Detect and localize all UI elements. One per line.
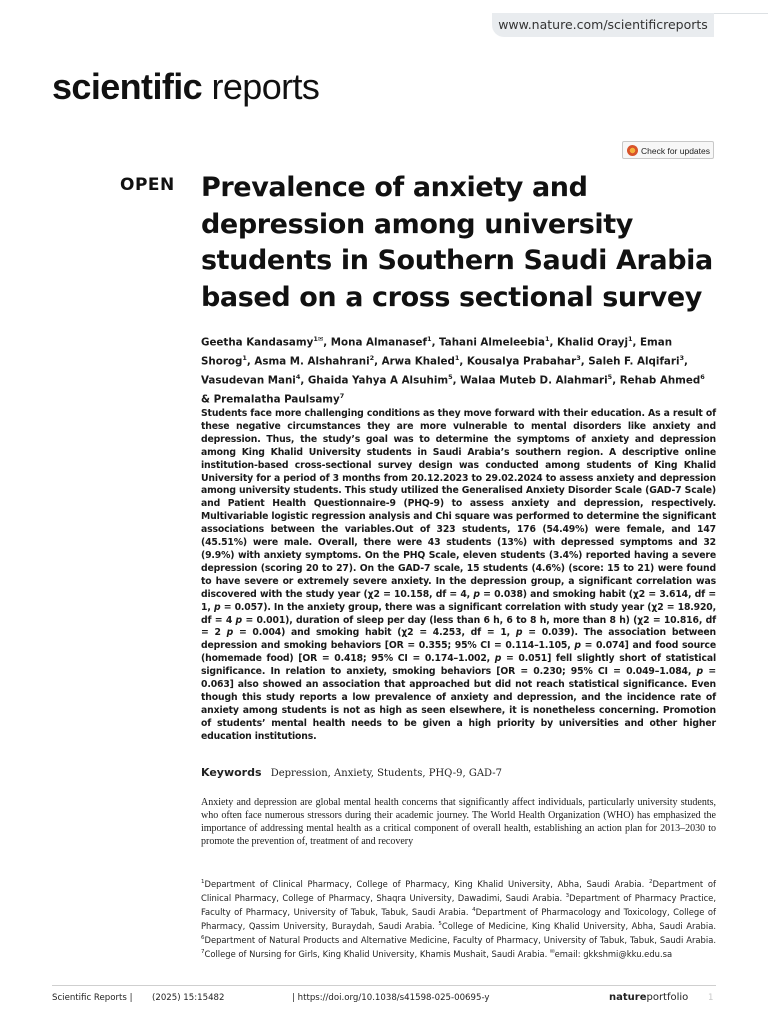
abstract: Students face more challenging conditions as they move forward with their education. As a result of these negative circumstances they are more vulnerable to mental disorders like anxiety and depression. Thus, the study’s goal was to determine the symptoms of anxiety and depression among King Khalid University students in Saudi Arabia’s southern region. A descriptive online institution-based cross-sectional survey design was conducted among students of King Khalid University for a period of 3 months from 20.12.2023 to 29.02.2024 to assess anxiety and depression among university students. This study utilized the Generalised Anxiety Disorder Scale (GAD-7 Scale) and Patient Health Questionnaire-9 (PHQ-9) to assess anxiety and depression, respectively. Multivariable logistic regression analysis and Chi square was performed to determine the significant associations between the variables.Out of 323 students, 176 (54.49%) were female, and 147 (45.51%) were male. Overall, there were 43 students (13%) with depressed symptoms and 32 (9.9%) with anxiety symptoms. On the PHQ Scale, eleven students (3.4%) reported having a severe depression (scoring 20 to 27). On the GAD-7 scale, 15 students (4.6%) (score: 15 to 21) were found to have severe or extremely severe anxiety. In the depression group, a significant correlation was discovered with the study year (χ2 = 10.158, df = 4, p = 0.038) and smoking habit (χ2 = 3.614, df = 1, p = 0.057). In the anxiety group, there was a significant correlation with study year (χ2 = 18.920, df = 4 p = 0.001), duration of sleep per day (less than 6 h, 6 to 8 h, more than 8 h) (χ2 = 10.816, df = 2 p = 0.004) and smoking habit (χ2 = 4.253, df = 1, p = 0.039). The association between depression and smoking behaviors [OR = 0.355; 95% CI = 0.114–1.105, p = 0.074] and food source (homemade food) [OR = 0.418; 95% CI = 0.174–1.002, p = 0.051] fell slightly short of statistical significance. In relation to anxiety, smoking behaviors [OR = 0.230; 95% CI = 0.049–1.084, p = 0.063] also showed an association that approached but did not reach statistical significance. Even though this study reports a low prevalence of anxiety and depression, and the incidence rate of anxiety among students is not as high as seen elsewhere, it is nonetheless concerning. Promotion of students’ mental health needs to be given a high priority by universities and other higher education institutions. [201,408,717,742]
footnote-divider [201,865,716,866]
journal-logo [52,66,319,108]
author-list: Geetha Kandasamy$^{1✉}$, Mona Almanasef$^1$, Tahani Almeleebia$^1$, Khalid Orayj$^1$, Eman Shorog$^1$, Asma M. Alshahrani$^2$, Arwa Khaled$^1$, Kousalya Prabahar$^3$, Saleh F. Alqifari$^3$, Vasudevan Mani$^4$, Ghaida Yahya A Alsuhim$^5$, Walaa Muteb D. Alahmari$^5$, Rehab Ahmed$^6$ & Premalatha Paulsamy$^7$ [201,335,705,406]
journal-url[interactable]: www.nature.com/scientificreports [492,13,714,37]
keywords-label: Keywords [201,766,262,779]
footer-journal: Scientific Reports | [52,993,133,1003]
brand-light: portfolio [646,992,689,1003]
keywords-list: Depression, Anxiety, Students, PHQ-9, GAD-7 [270,768,502,779]
check-for-updates-button[interactable] [622,141,714,159]
body-paragraph: Anxiety and depression are global mental health concerns that significantly affect individuals, particularly university students, who often face numerous stressors during their academic journey. The World Health Organization (WHO) has emphasized the importance of addressing mental health as a critical component of overall health, establishing an action plan for 2013–2030 to promote the prevention of, treatment of and recovery [201,797,716,847]
header-divider [714,13,768,14]
logo-light-text: reports [202,66,320,107]
check-for-updates-label: Check for updates [641,146,710,156]
open-access-label: OPEN [120,175,175,195]
footer-divider [52,985,716,986]
footer-volume: (2025) 15:15482 [152,993,225,1003]
author-affiliations: $^1$Department of Clinical Pharmacy, College of Pharmacy, King Khalid University, Abha, Saudi Arabia. $^2$Department of Clinical Pharmacy, College of Pharmacy, Shaqra University, Dawadimi, Saudi Arabia. $^3$Department of Pharmacy Practice, Faculty of Pharmacy, University of Tabuk, Tabuk, Saudi Arabia. $^4$Department of Pharmacology and Toxicology, College of Pharmacy, Qassim University, Buraydah, Saudi Arabia. $^5$College of Medicine, King Khalid University, Abha, Saudi Arabia. $^6$Department of Natural Products and Alternative Medicine, Faculty of Pharmacy, University of Tabuk, Tabuk, Saudi Arabia. $^7$College of Nursing for Girls, King Khalid University, Khamis Mushait, Saudi Arabia. ✉email: gkkshmi@kku.edu.sa [201,878,716,960]
nature-portfolio-logo [609,991,688,1005]
article-title: Prevalence of anxiety and depression among university students in Southern Saudi Arabia based on a cross sectional survey [201,172,713,313]
footer-doi-link[interactable]: | https://doi.org/10.1038/s41598-025-00695-y [292,993,490,1003]
crossmark-icon [627,145,638,156]
logo-bold-text: scientific [52,66,203,107]
page-number: 1 [708,993,714,1003]
keywords-section [201,766,716,779]
page-footer [52,991,716,1005]
brand-bold: nature [609,992,647,1003]
